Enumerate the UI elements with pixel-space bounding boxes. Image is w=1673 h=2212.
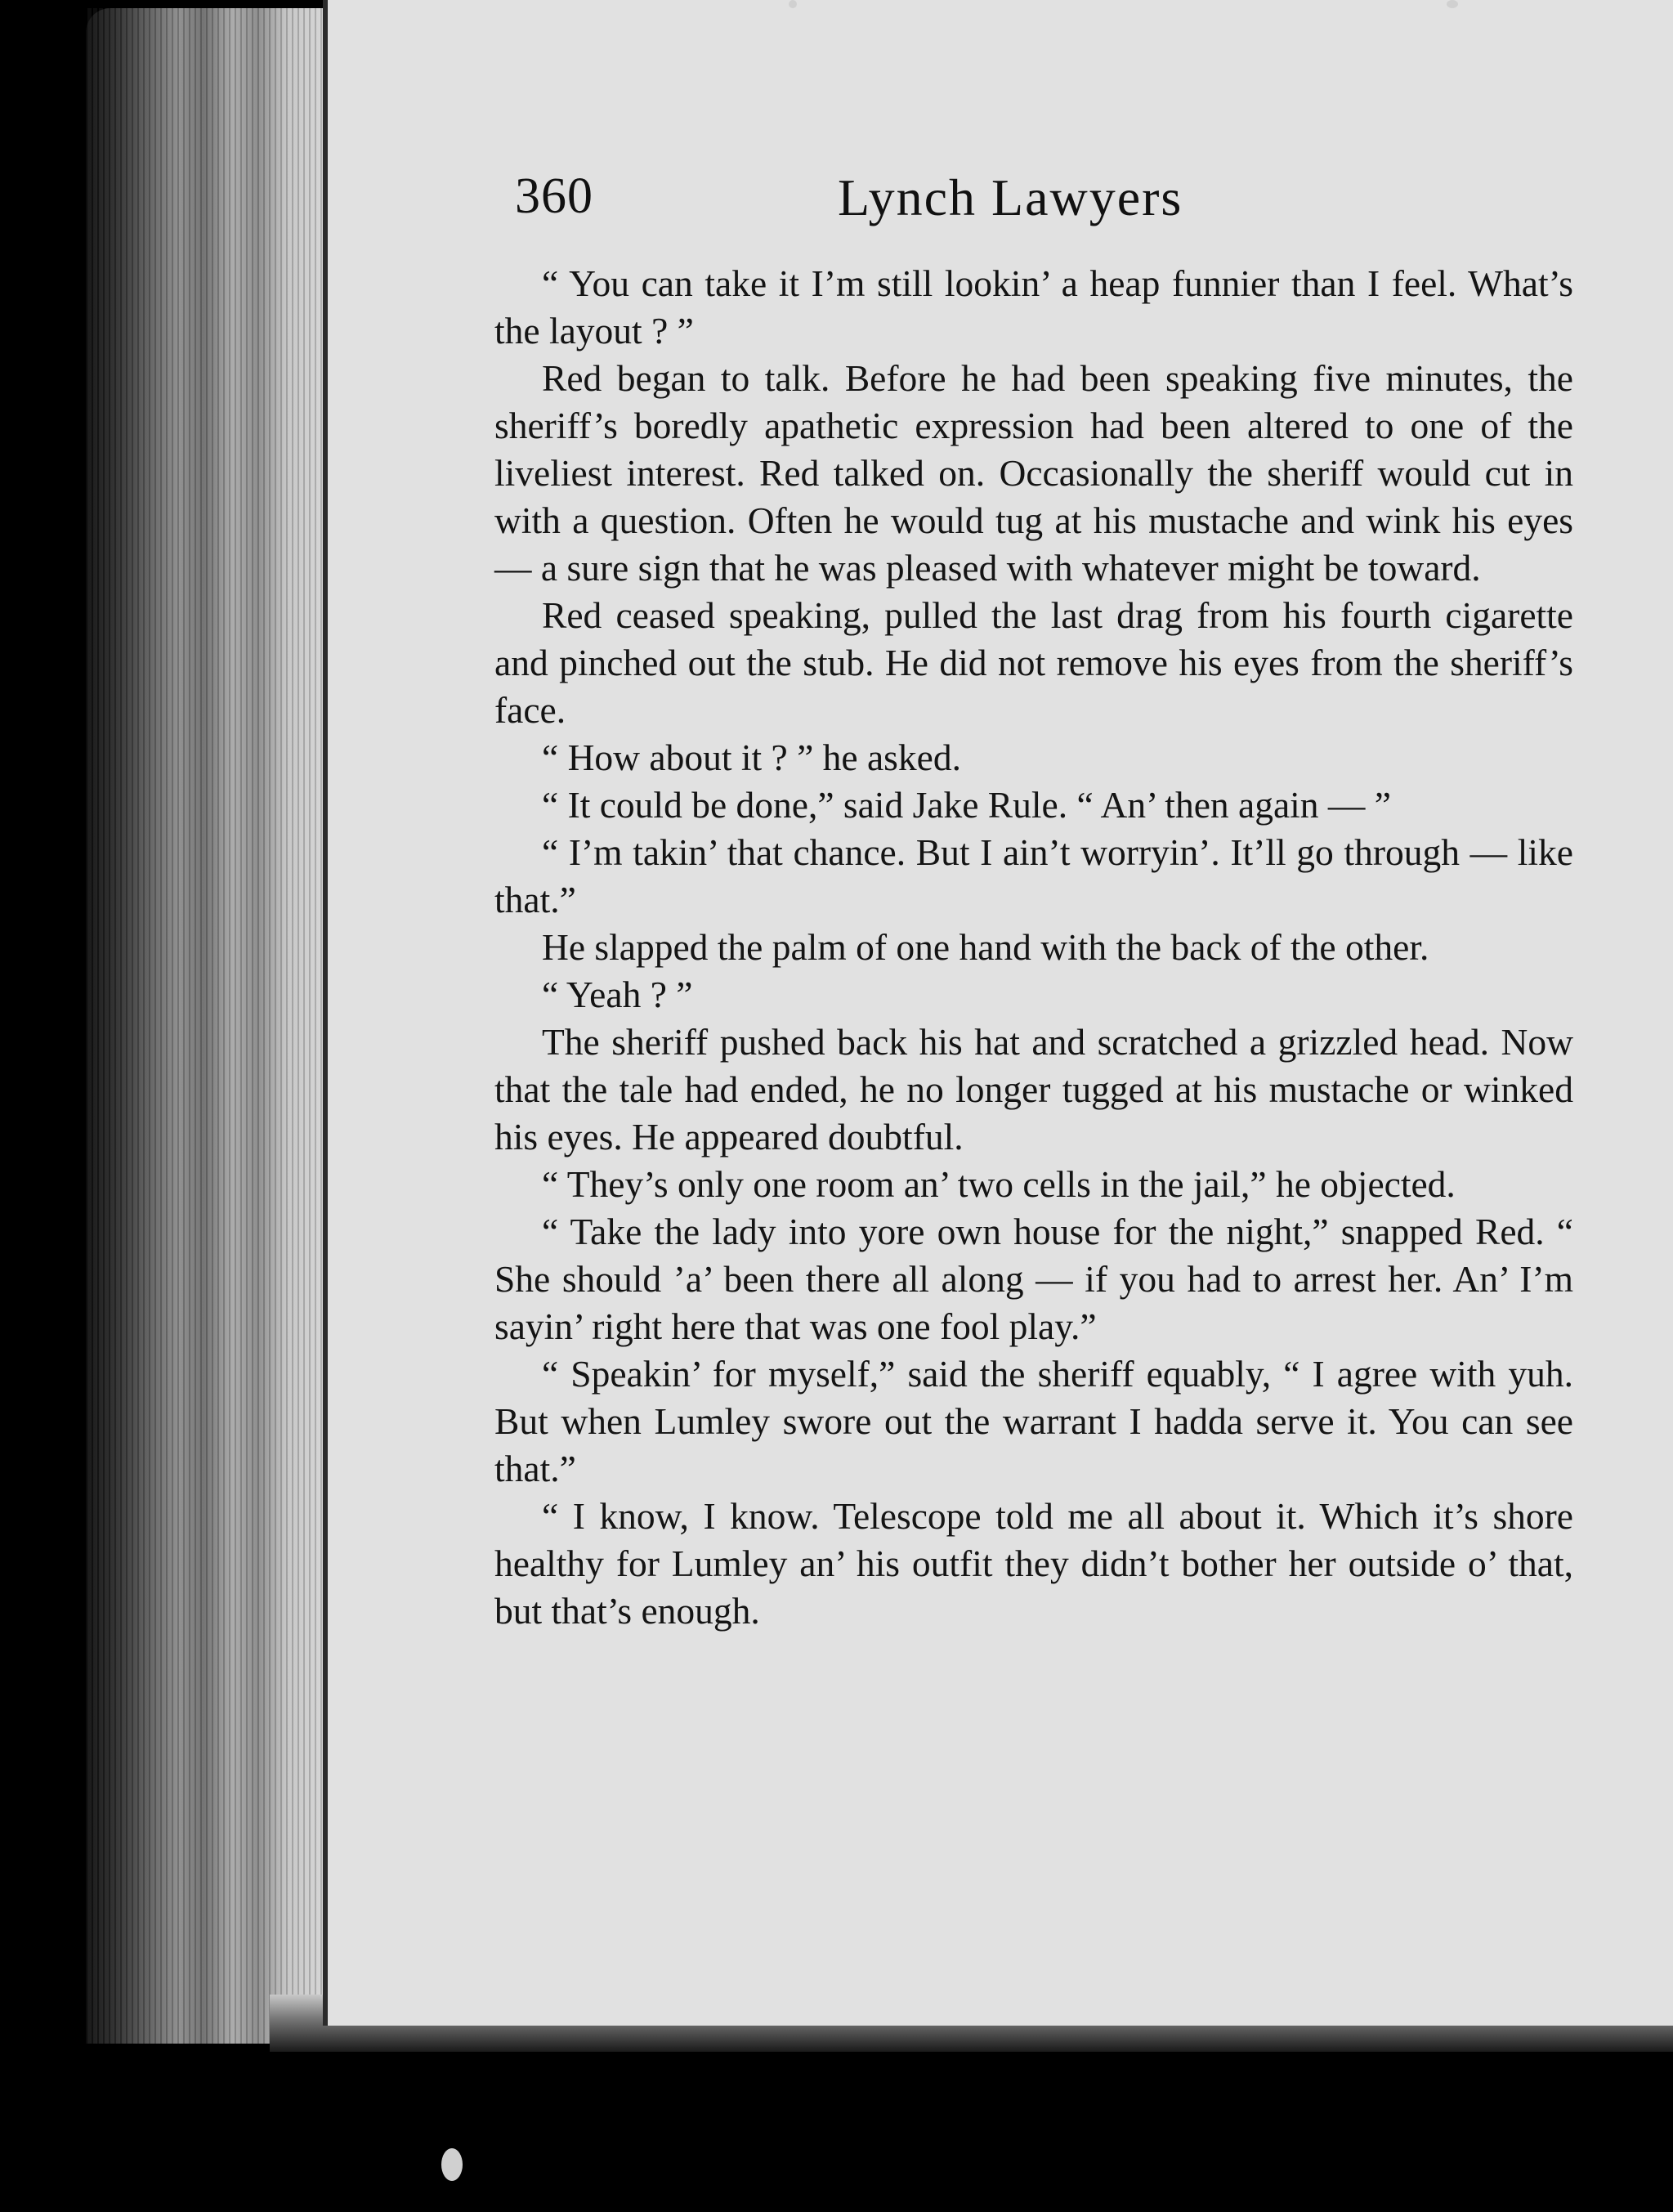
paragraph: “ It could be done,” said Jake Rule. “ An’ then again — ”	[542, 784, 1391, 826]
paragraph: “ Yeah ? ”	[542, 974, 693, 1015]
paragraph: The sheriff pushed back his hat and scratched a grizzled head. Now that the tale had ended, he no longer tugged at his mustache or winked his eyes. He appeared doubtful.	[494, 1021, 1573, 1157]
dust-speck	[1447, 0, 1458, 8]
paragraph: “ I know, I know. Telescope told me all about it. Which it’s shore healthy for Lumley an’ his outfit they didn’t bother her outside o’ that, but that’s enough.	[494, 1495, 1573, 1632]
paragraph: “ How about it ? ” he asked.	[542, 737, 961, 778]
dust-speck	[441, 2148, 463, 2181]
dust-speck	[789, 0, 797, 8]
body-text	[494, 260, 1573, 1635]
paragraph: Red ceased speaking, pulled the last drag from his fourth cigarette and pinched out the stub. He did not remove his eyes from the sheriff’s face.	[494, 594, 1573, 731]
paragraph: “ Take the lady into yore own house for the night,” snapped Red. “ She should ’a’ been there all along — if you had to arrest her. An’ I’m sayin’ right here that was one fool play.”	[494, 1211, 1573, 1347]
running-head	[515, 168, 1398, 249]
paragraph: He slapped the palm of one hand with the back of the other.	[542, 926, 1429, 968]
book-fore-edge	[86, 8, 331, 2044]
paragraph: “ You can take it I’m still lookin’ a heap funnier than I feel. What’s the layout ? ”	[494, 262, 1573, 352]
running-title: Lynch Lawyers	[838, 168, 1183, 226]
paragraph: “ Speakin’ for myself,” said the sheriff equably, “ I agree with yuh. But when Lumley swore out the warrant I hadda serve it. You can see that.”	[494, 1353, 1573, 1489]
paragraph: “ They’s only one room an’ two cells in the jail,” he objected.	[542, 1163, 1456, 1205]
paragraph: Red began to talk. Before he had been speaking five minutes, the sheriff’s boredly apathetic expression had been altered to one of the liveliest interest. Red talked on. Occasionally the sheriff would cut in with a question. Often he would tug at his mustache and wink his eyes — a sure sign that he was pleased with whatever might be toward.	[494, 357, 1573, 589]
paragraph: “ I’m takin’ that chance. But I ain’t worryin’. It’ll go through — like that.”	[494, 831, 1573, 920]
page-number: 360	[515, 168, 593, 224]
